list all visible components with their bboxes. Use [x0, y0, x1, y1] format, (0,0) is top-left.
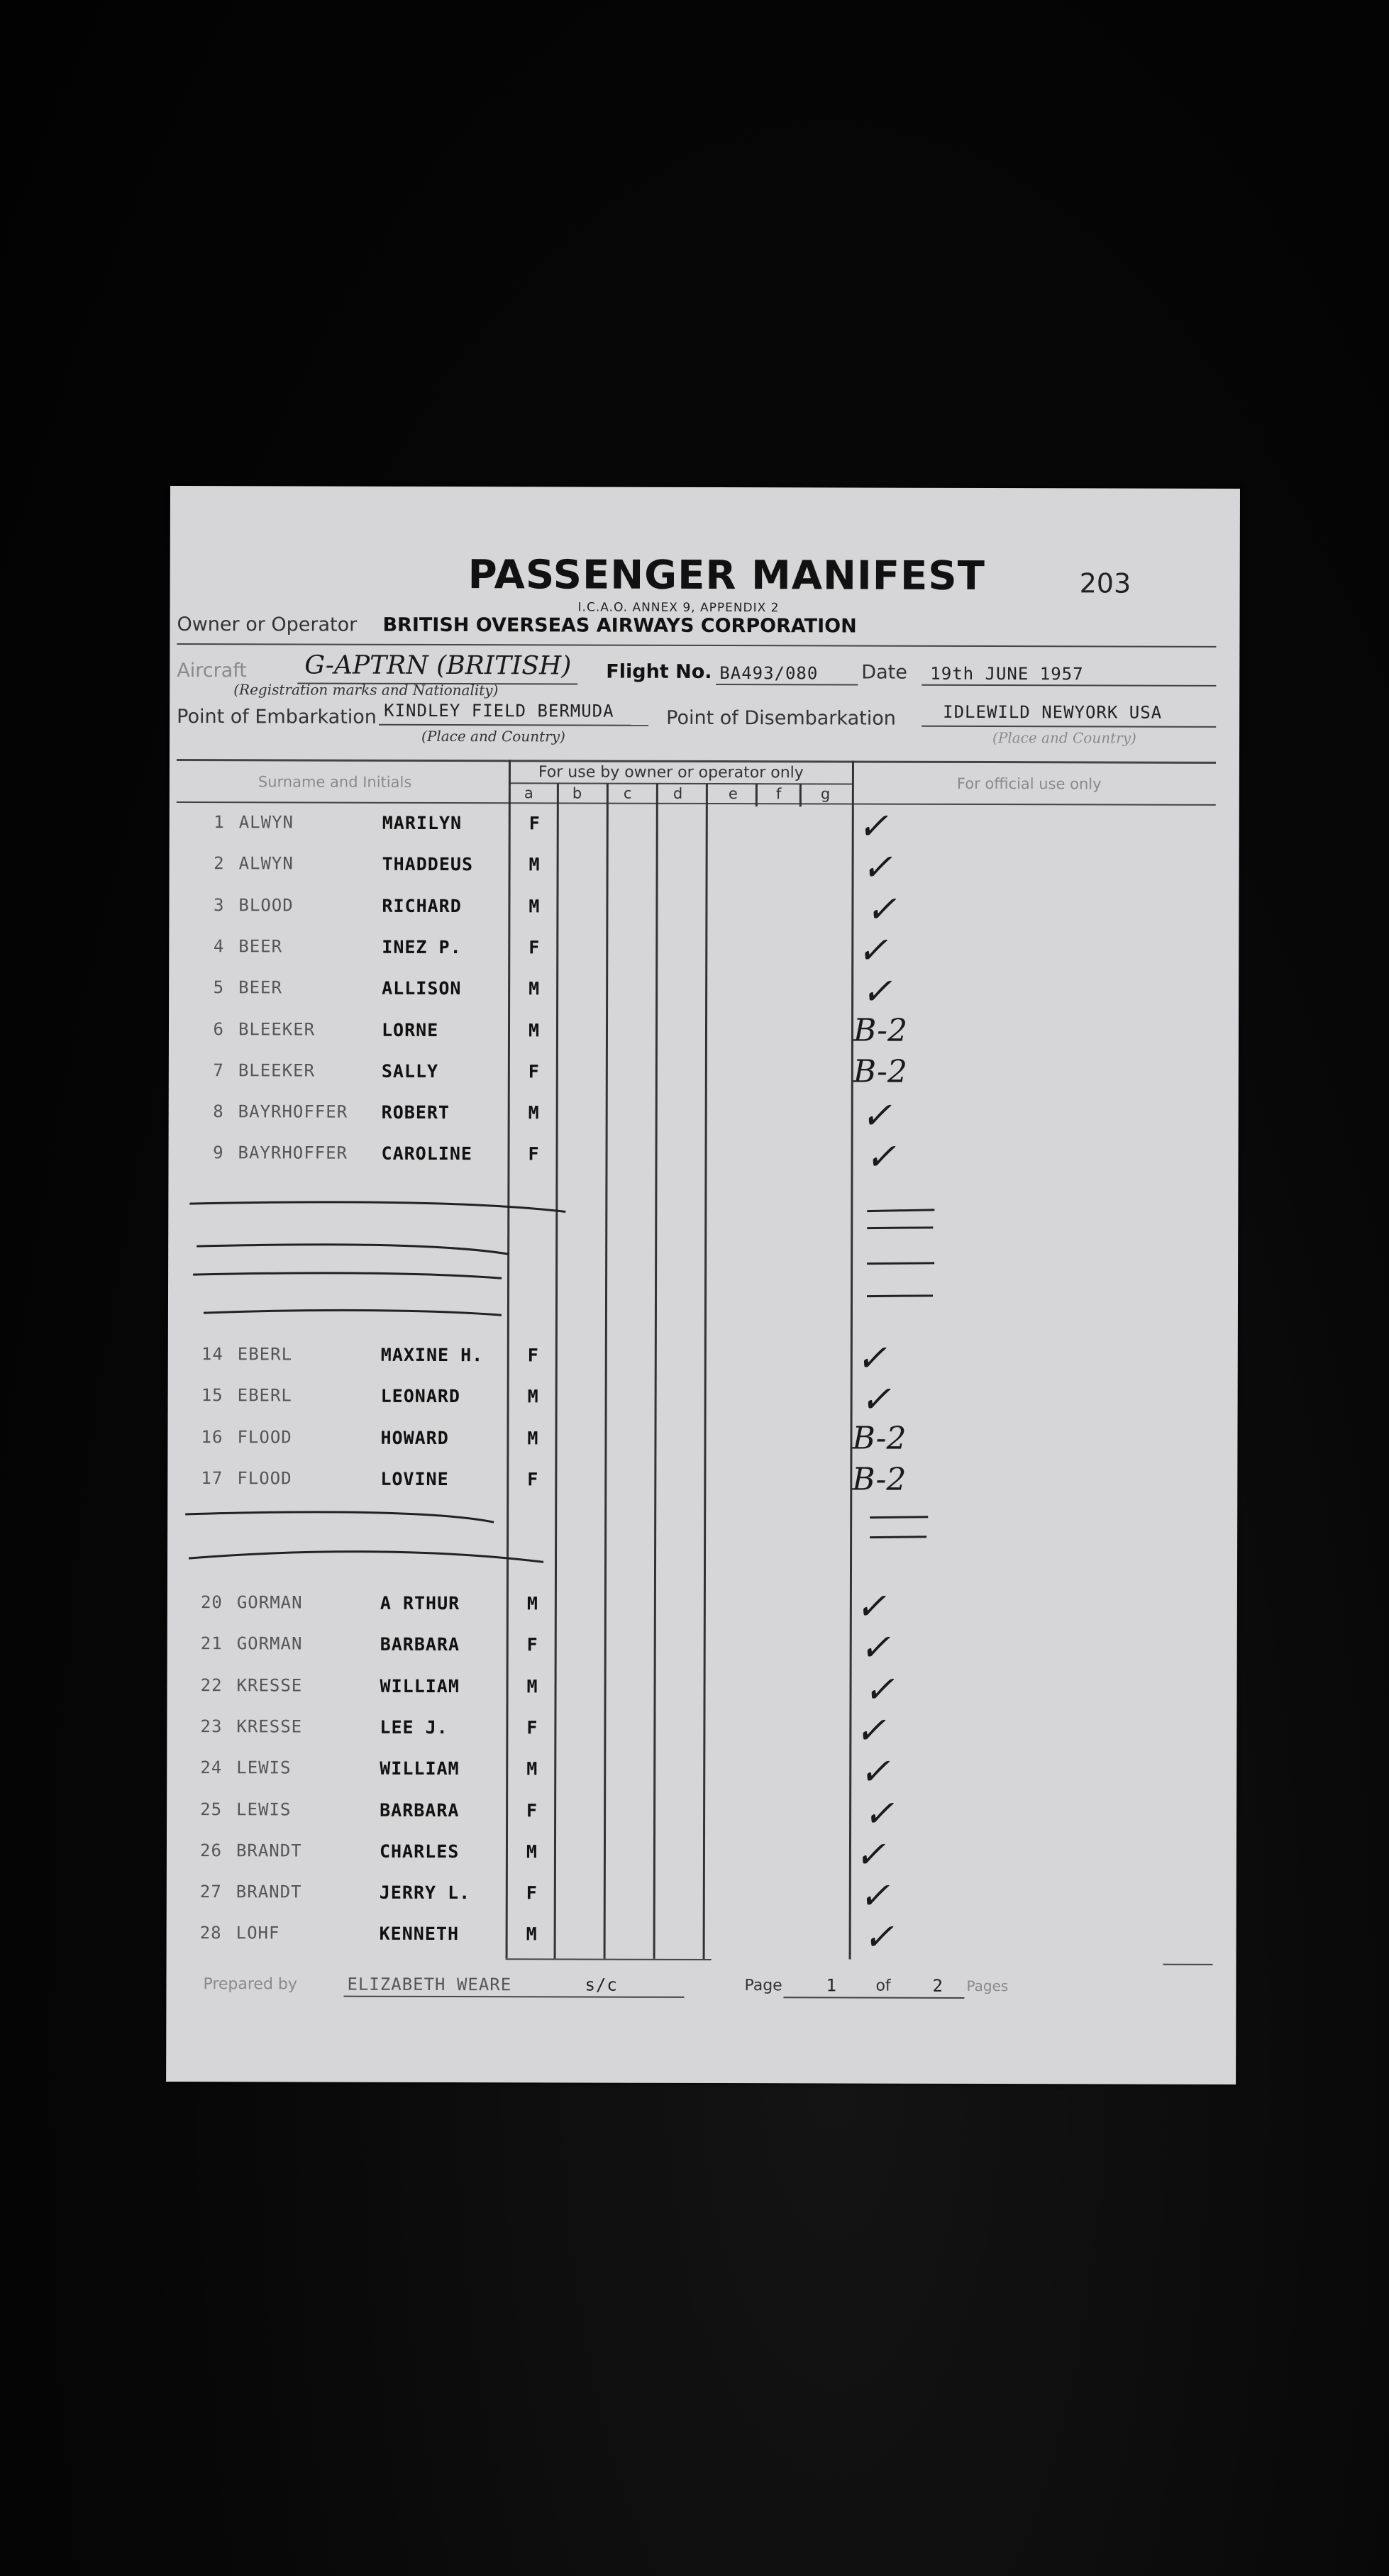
row-number: 8: [213, 1101, 224, 1122]
page-value: 1: [826, 1975, 837, 1996]
official-mark: ✓: [859, 1626, 891, 1670]
struck-rows-18-19: [167, 1500, 1237, 1581]
official-mark: ✓: [860, 1094, 892, 1138]
embarkation-underline: [379, 724, 648, 726]
row-number: 5: [213, 977, 225, 998]
passenger-surname: BRANDT: [236, 1882, 302, 1902]
passenger-surname: KRESSE: [236, 1716, 303, 1737]
table-row: [167, 1916, 1236, 1967]
prepared-by-suffix: s/c: [585, 1975, 618, 1995]
operator-columns-header: For use by owner or operator only: [538, 763, 804, 782]
passenger-surname: GORMAN: [236, 1633, 303, 1654]
table-row: [168, 1378, 1238, 1429]
table-row: [170, 805, 1239, 856]
row-number: 2: [214, 853, 225, 874]
passenger-surname: ALWYN: [238, 812, 294, 833]
passenger-sex: F: [527, 1345, 539, 1366]
passenger-sex: M: [529, 978, 541, 999]
passenger-surname: FLOOD: [237, 1426, 292, 1448]
page-label: Page: [744, 1977, 782, 1995]
flight-label: Flight No.: [606, 660, 712, 683]
official-mark: ✓: [865, 1136, 897, 1179]
official-mark: ✓: [865, 888, 897, 931]
passenger-surname: BAYRHOFFER: [238, 1143, 348, 1164]
official-column-header: For official use only: [956, 775, 1102, 793]
row-number: 25: [200, 1799, 223, 1819]
official-mark: ✓: [863, 1916, 895, 1960]
official-mark: ✓: [857, 929, 888, 972]
passenger-sex: M: [526, 1758, 538, 1780]
passenger-sex: F: [526, 1634, 538, 1655]
row-number: 24: [200, 1758, 223, 1778]
table-row: [168, 1136, 1238, 1187]
passenger-given-name: SALLY: [381, 1060, 439, 1082]
pages-label: Pages: [966, 1977, 1009, 1995]
sub-column-e: e: [728, 785, 738, 803]
passenger-given-name: WILLIAM: [380, 1675, 460, 1697]
passenger-given-name: A RTHUR: [380, 1592, 460, 1614]
official-mark: ✓: [858, 1875, 890, 1918]
document-subtitle: I.C.A.O. ANNEX 9, APPENDIX 2: [577, 600, 780, 616]
passenger-sex: M: [529, 895, 541, 916]
passenger-sex: F: [526, 1799, 538, 1821]
table-row: [169, 1012, 1239, 1062]
table-row: [167, 1585, 1237, 1636]
passenger-given-name: ALLISON: [382, 977, 462, 999]
passenger-sex: F: [528, 1061, 540, 1082]
manifest-page: [166, 486, 1240, 2084]
aircraft-value: G-APTRN (BRITISH): [304, 650, 572, 681]
passenger-sex: M: [527, 1386, 539, 1407]
table-row: [167, 1709, 1236, 1760]
date-underline: [922, 684, 1216, 687]
passenger-sex: M: [528, 1102, 540, 1123]
document-title: PASSENGER MANIFEST: [467, 552, 985, 600]
passenger-given-name: LEE J.: [380, 1716, 448, 1738]
column-rule-e: [756, 784, 758, 806]
header-rule: [177, 643, 1216, 648]
table-row: [167, 1626, 1237, 1677]
date-label: Date: [861, 661, 907, 684]
owner-label: Owner or Operator: [177, 614, 358, 636]
of-value: 2: [932, 1975, 943, 1996]
passenger-given-name: CAROLINE: [381, 1143, 472, 1165]
table-row: [167, 1750, 1236, 1801]
aircraft-note: (Registration marks and Nationality): [233, 681, 499, 699]
passenger-given-name: JERRY L.: [379, 1882, 471, 1904]
official-mark: ✓: [860, 1378, 892, 1421]
row-number: 1: [214, 812, 225, 833]
passenger-given-name: MARILYN: [382, 812, 463, 834]
passenger-given-name: INEZ P.: [382, 936, 462, 957]
passenger-given-name: BARBARA: [380, 1799, 460, 1821]
flight-underline: [716, 684, 858, 686]
table-row: [169, 929, 1239, 980]
passenger-surname: BAYRHOFFER: [238, 1101, 348, 1122]
row-number: 7: [213, 1060, 224, 1080]
passenger-given-name: RICHARD: [382, 895, 462, 916]
row-number: 26: [200, 1840, 222, 1860]
prepared-by-label: Prepared by: [203, 1975, 297, 1994]
table-row: [167, 1833, 1236, 1884]
row-number: 22: [200, 1675, 223, 1695]
official-mark: ✓: [856, 1337, 887, 1380]
passenger-sex: F: [528, 1143, 540, 1165]
passenger-sex: M: [526, 1593, 538, 1614]
passenger-surname: ALWYN: [238, 853, 294, 874]
disembarkation-note: (Place and Country): [992, 729, 1136, 747]
passenger-sex: M: [526, 1675, 538, 1697]
passenger-surname: BLEEKER: [238, 1018, 316, 1040]
passenger-sex: M: [528, 1019, 541, 1040]
passenger-sex: F: [529, 937, 541, 958]
passenger-sex: M: [526, 1923, 538, 1945]
passenger-given-name: HOWARD: [380, 1427, 449, 1448]
sub-column-c: c: [623, 784, 632, 802]
owner-value: BRITISH OVERSEAS AIRWAYS CORPORATION: [382, 614, 857, 638]
page-number-stamp: 203: [1079, 567, 1131, 599]
disembarkation-value: IDLEWILD NEWYORK USA: [943, 701, 1163, 723]
passenger-sex: M: [526, 1841, 538, 1862]
passenger-given-name: THADDEUS: [382, 854, 474, 875]
passenger-surname: BEER: [238, 936, 283, 957]
table-row: [167, 1792, 1236, 1843]
sub-column-f: f: [775, 785, 782, 803]
passenger-given-name: KENNETH: [379, 1923, 460, 1945]
table-row: [167, 1668, 1236, 1719]
date-value: 19th JUNE 1957: [930, 663, 1084, 684]
prepared-by-value: ELIZABETH WEARE: [347, 1974, 512, 1995]
passenger-surname: FLOOD: [237, 1468, 292, 1489]
passenger-sex: F: [529, 813, 541, 834]
official-mark: ✓: [863, 1792, 895, 1836]
sub-column-b: b: [572, 784, 582, 802]
passenger-given-name: LOVINE: [380, 1468, 449, 1489]
passenger-given-name: WILLIAM: [380, 1758, 460, 1780]
table-row: [168, 1337, 1238, 1388]
aircraft-label: Aircraft: [177, 660, 247, 682]
row-number: 17: [201, 1468, 223, 1489]
row-number: 9: [213, 1143, 224, 1163]
embarkation-note: (Place and Country): [421, 727, 565, 745]
passenger-surname: BLOOD: [238, 894, 294, 916]
passenger-surname: LOHF: [236, 1923, 280, 1943]
passenger-surname: KRESSE: [236, 1675, 303, 1696]
table-top-rule: [177, 759, 1216, 764]
passenger-surname: LEWIS: [236, 1758, 292, 1778]
row-number: 6: [213, 1018, 225, 1039]
official-mark: ✓: [859, 1750, 890, 1794]
passenger-surname: EBERL: [237, 1385, 292, 1406]
official-mark: B-2: [853, 1012, 908, 1049]
sub-column-d: d: [673, 784, 683, 802]
disembarkation-label: Point of Disembarkation: [666, 706, 896, 730]
sub-column-a: a: [524, 784, 533, 802]
sub-column-g: g: [820, 785, 831, 803]
official-mark: B-2: [852, 1420, 907, 1457]
row-number: 28: [199, 1923, 222, 1943]
footer-rule: [1163, 1964, 1213, 1965]
passenger-given-name: CHARLES: [379, 1841, 460, 1862]
surname-column-header: Surname and Initials: [258, 773, 412, 791]
passenger-sex: M: [527, 1427, 539, 1448]
official-mark: B-2: [852, 1461, 907, 1498]
column-rule-f: [799, 784, 802, 806]
passenger-surname: LEWIS: [236, 1799, 292, 1819]
row-number: 16: [201, 1426, 223, 1447]
passenger-surname: BRANDT: [236, 1841, 302, 1861]
page-underline: [783, 1997, 964, 1999]
passenger-given-name: ROBERT: [381, 1101, 450, 1123]
official-mark: ✓: [855, 1709, 887, 1753]
passenger-surname: BLEEKER: [238, 1060, 316, 1081]
row-number: 27: [199, 1882, 222, 1902]
embarkation-label: Point of Embarkation: [177, 706, 377, 728]
official-mark: B-2: [853, 1053, 907, 1090]
table-header-rule: [177, 801, 1216, 806]
row-number: 20: [200, 1592, 223, 1613]
official-mark: ✓: [854, 1833, 886, 1877]
table-row: [169, 1053, 1239, 1104]
passenger-sex: F: [526, 1882, 538, 1904]
disembarkation-underline: [922, 726, 1216, 728]
passenger-sex: F: [526, 1717, 538, 1738]
row-number: 21: [200, 1633, 223, 1654]
of-label: of: [875, 1977, 891, 1995]
passenger-sex: M: [529, 854, 541, 875]
official-mark: ✓: [855, 1585, 887, 1628]
row-number: 3: [213, 894, 225, 915]
row-number: 4: [213, 936, 225, 957]
table-row: [169, 970, 1239, 1021]
passenger-sex: F: [527, 1469, 539, 1490]
table-row: [169, 1094, 1239, 1145]
table-row: [169, 888, 1239, 939]
passenger-given-name: BARBARA: [380, 1634, 460, 1655]
passenger-surname: BEER: [238, 977, 282, 998]
official-mark: ✓: [863, 1668, 895, 1711]
struck-rows-10-13: [168, 1195, 1238, 1326]
passenger-given-name: MAXINE H.: [380, 1344, 484, 1366]
official-mark: ✓: [861, 970, 892, 1014]
official-mark: ✓: [857, 805, 889, 848]
flight-value: BA493/080: [719, 663, 819, 684]
passenger-given-name: LEONARD: [380, 1386, 461, 1407]
row-number: 15: [201, 1385, 223, 1406]
official-mark: ✓: [861, 846, 893, 889]
passenger-surname: GORMAN: [236, 1592, 303, 1613]
passenger-given-name: LORNE: [381, 1019, 439, 1040]
passenger-surname: EBERL: [237, 1344, 293, 1365]
embarkation-value: KINDLEY FIELD BERMUDA: [384, 700, 614, 721]
prepared-by-underline: [343, 1996, 684, 1998]
row-number: 14: [201, 1344, 223, 1365]
table-row: [167, 1420, 1237, 1471]
table-row: [167, 1875, 1236, 1926]
table-row: [169, 846, 1239, 897]
row-number: 23: [200, 1716, 223, 1737]
